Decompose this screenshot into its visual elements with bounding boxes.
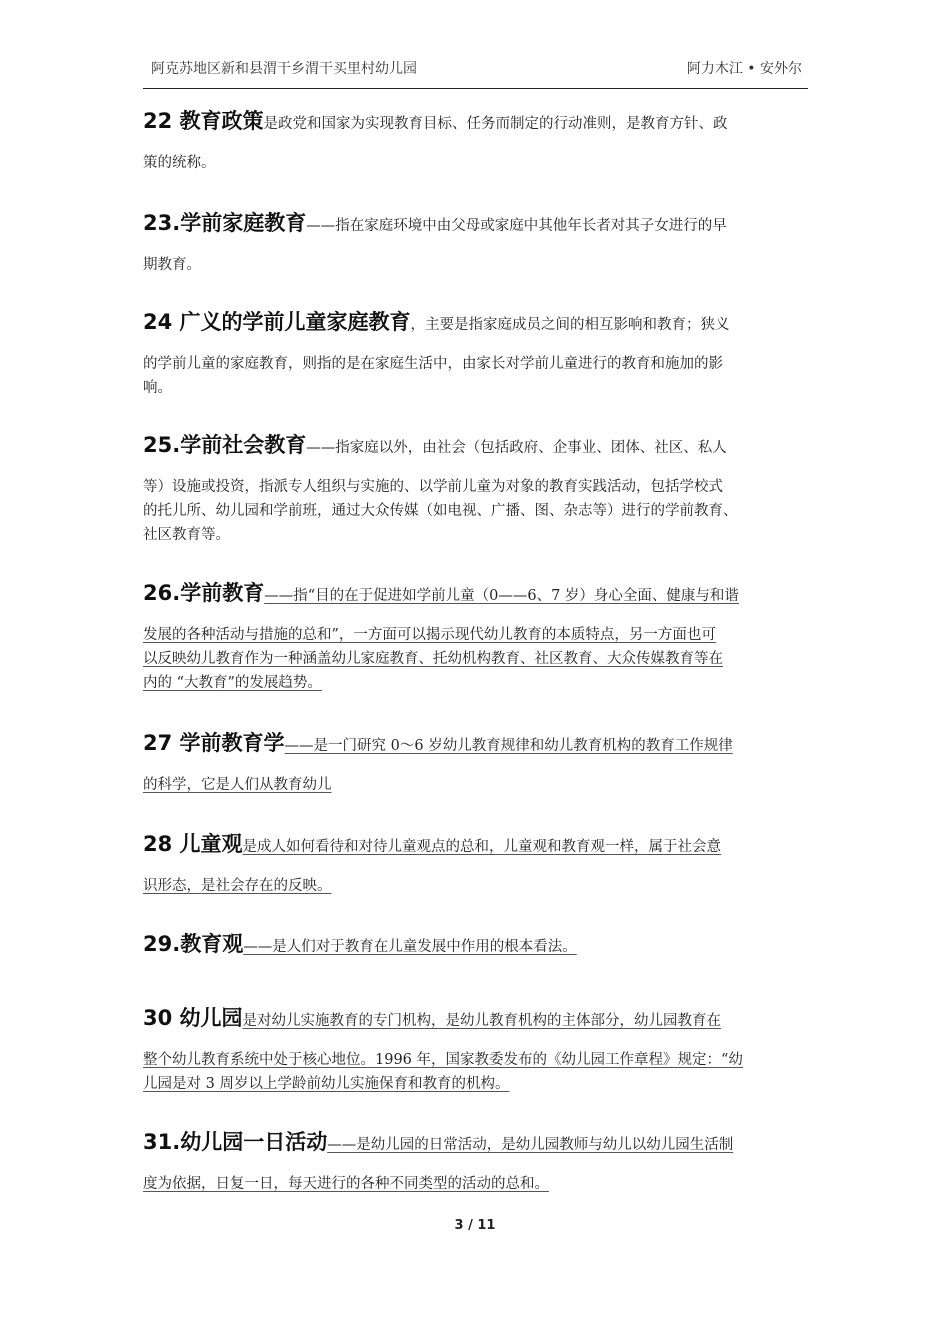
- entry-term: 29.教育观: [143, 932, 244, 956]
- entry-text: ——是人们对于教育在儿童发展中作用的根本看法。: [243, 939, 577, 955]
- entry-text: 以反映幼儿教育作为一种涵盖幼儿家庭教育、托幼机构教育、社区教育、大众传媒教育等在: [143, 651, 723, 667]
- entry-term: 25.学前社会教育: [143, 433, 307, 457]
- entry-text: ——指在家庭环境中由父母或家庭中其他年长者对其子女进行的早: [306, 218, 727, 234]
- entry-text: 是成人如何看待和对待儿童观点的总和，儿童观和教育观一样，属于社会意: [242, 839, 722, 855]
- entry-23: [143, 203, 810, 277]
- entry-22: [143, 101, 810, 175]
- entry-text: 的托儿所、幼儿园和学前班，通过大众传媒（如电视、广播、图、杂志等）进行的学前教育、: [143, 503, 738, 519]
- entry-term: 31.幼儿园一日活动: [143, 1130, 328, 1154]
- entry-text: 是政党和国家为实现教育目标、任务而制定的行动准则，是教育方针、政: [263, 116, 728, 132]
- page-number: 3 / 11: [454, 1218, 496, 1233]
- entry-25: [143, 425, 810, 547]
- entry-29: [143, 924, 810, 964]
- entry-27: [143, 723, 810, 797]
- entry-text: 期教育。: [143, 257, 201, 273]
- entry-term: 27 学前教育学: [143, 731, 285, 755]
- entry-text: 响。: [143, 380, 172, 396]
- entry-text: 度为依据，日复一日，每天进行的各种不同类型的活动的总和。: [143, 1176, 549, 1192]
- entry-24: [143, 302, 810, 400]
- entry-term: 30 幼儿园: [143, 1006, 243, 1030]
- entry-term: 23.学前家庭教育: [143, 211, 307, 235]
- entry-31: [143, 1122, 810, 1196]
- entry-30: [143, 998, 810, 1096]
- entry-28: [143, 824, 810, 898]
- entry-text: 的学前儿童的家庭教育，则指的是在家庭生活中，由家长对学前儿童进行的教育和施加的影: [143, 356, 723, 372]
- entry-term: 28 儿童观: [143, 832, 243, 856]
- entry-term: 24 广义的学前儿童家庭教育: [143, 310, 411, 334]
- entry-text: 策的统称。: [143, 155, 216, 171]
- entry-term: 26.学前教育: [143, 581, 265, 605]
- entry-text: 内的 “大教育”的发展趋势。: [143, 675, 322, 691]
- entry-text: ——指家庭以外，由社会（包括政府、企事业、团体、社区、私人: [306, 440, 727, 456]
- entry-text: 识形态，是社会存在的反映。: [143, 878, 332, 894]
- entry-text: 儿园是对 3 周岁以上学龄前幼儿实施保育和教育的机构。: [143, 1076, 510, 1092]
- entry-text: ——是幼儿园的日常活动，是幼儿园教师与幼儿以幼儿园生活制: [327, 1137, 734, 1153]
- header-school-name: 阿克苏地区新和县渭干乡渭干买里村幼儿园: [151, 61, 417, 77]
- entry-term: 22 教育政策: [143, 109, 264, 133]
- entry-text: 整个幼儿教育系统中处于核心地位。1996 年，国家教委发布的《幼儿园工作章程》规定：“幼: [143, 1052, 743, 1068]
- page-header: [143, 52, 808, 89]
- entry-26: [143, 573, 810, 695]
- entry-text: 是对幼儿实施教育的专门机构，是幼儿教育机构的主体部分，幼儿园教育在: [242, 1013, 722, 1029]
- header-author: 阿力木江 • 安外尔: [686, 61, 802, 77]
- entry-text: ，主要是指家庭成员之间的相互影响和教育；狭义: [410, 317, 730, 333]
- entry-text: ——是一门研究 0～6 岁幼儿教育规律和幼儿教育机构的教育工作规律: [284, 738, 733, 754]
- entry-text: 等）设施或投资，指派专人组织与实施的、以学前儿童为对象的教育实践活动，包括学校式: [143, 479, 723, 495]
- entry-text: ——指“目的在于促进如学前儿童（0——6、7 岁）身心全面、健康与和谐: [264, 588, 739, 604]
- entry-text: 社区教育等。: [143, 527, 230, 543]
- entry-text: 发展的各种活动与措施的总和”，一方面可以揭示现代幼儿教育的本质特点，另一方面也可: [143, 627, 716, 643]
- entry-text: 的科学，它是人们从教育幼儿: [143, 777, 332, 793]
